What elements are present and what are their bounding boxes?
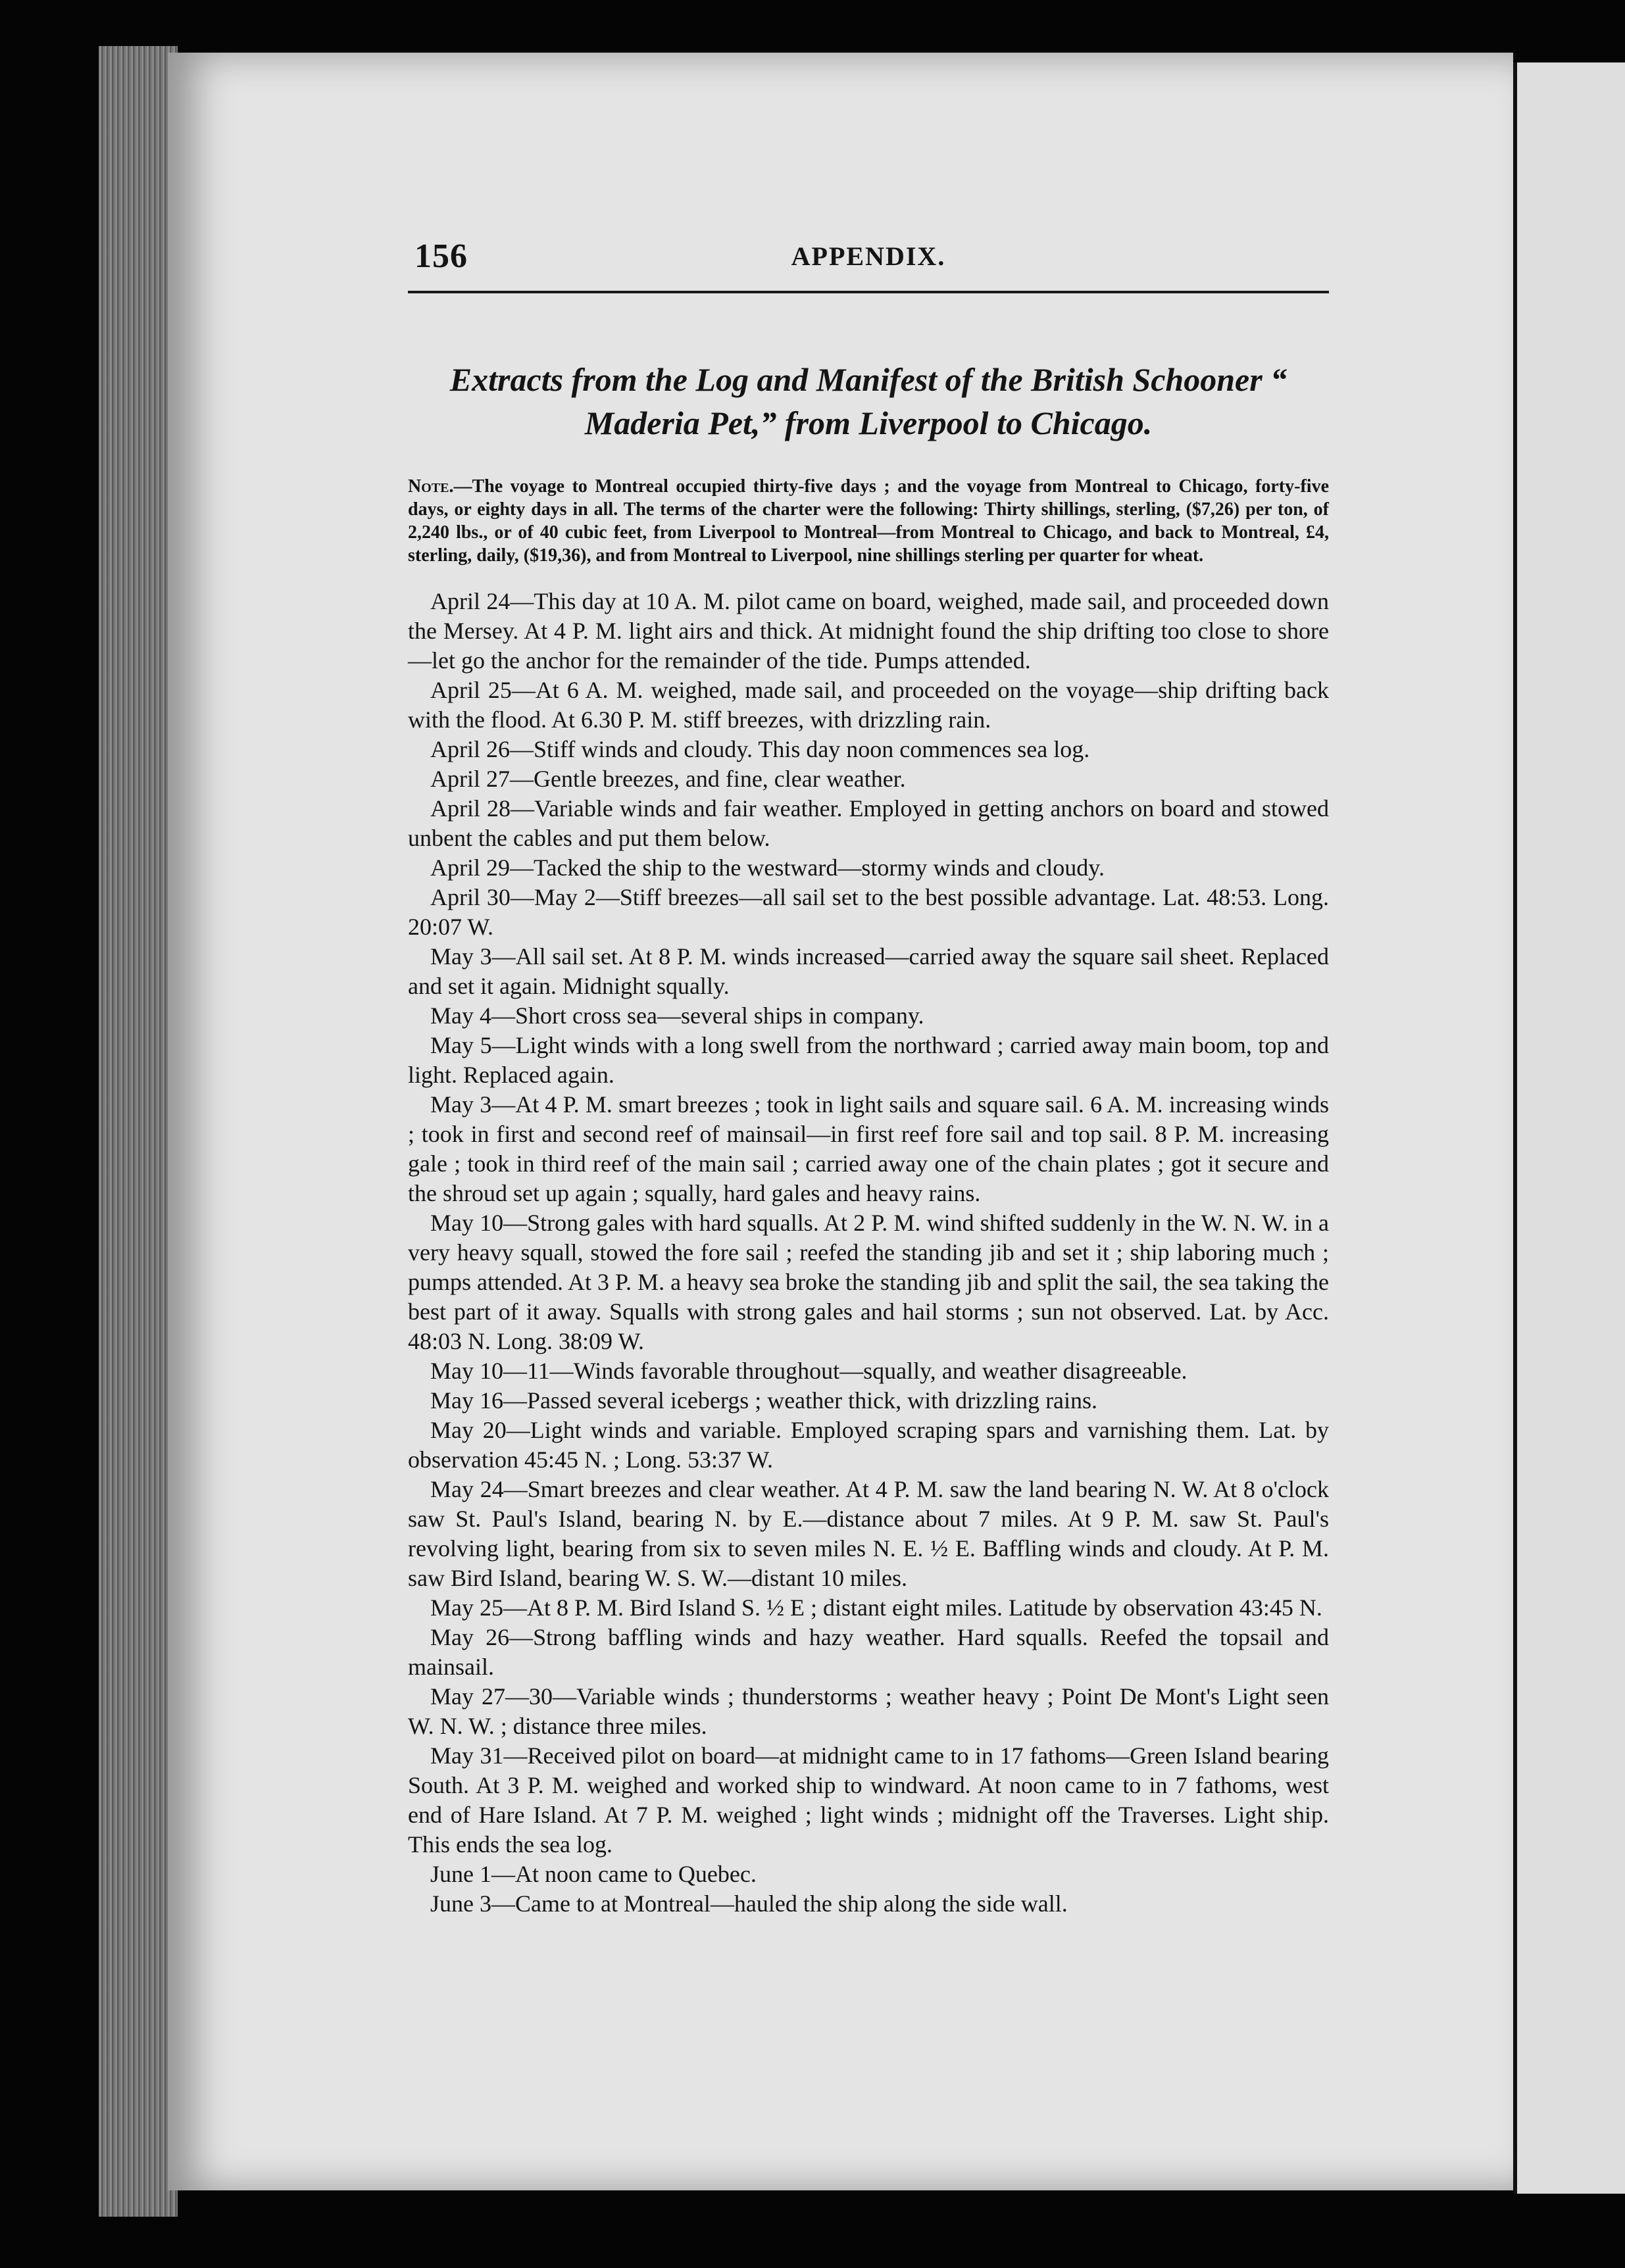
log-entry: April 24—This day at 10 A. M. pilot came on board, weighed, made sail, and proceeded down the Mersey. At 4 P. M. light airs and thick. At midnight found the ship drifting too close to shore—let go the anchor for the remainder of the tide. Pumps attended.	[408, 588, 1329, 674]
log-entry: May 3—At 4 P. M. smart breezes ; took in light sails and square sail. 6 A. M. increasing winds ; took in first and second reef of mainsail—in first reef fore sail and top sail. 8 P. M. increasing gale ; took in third reef of the main sail ; carried away one of the chain plates ; got it secure and the shroud set up again ; squally, hard gales and heavy rains.	[408, 1091, 1329, 1206]
text-block	[408, 237, 1329, 1919]
log-entry: June 3—Came to at Montreal—hauled the ship along the side wall.	[430, 1890, 1068, 1917]
log-entry: April 25—At 6 A. M. weighed, made sail, and proceeded on the voyage—ship drifting back with the flood. At 6.30 P. M. stiff breezes, with drizzling rain.	[408, 677, 1329, 733]
log-entry: June 1—At noon came to Quebec.	[430, 1861, 757, 1887]
note-label: Note.	[408, 476, 454, 497]
running-title: APPENDIX.	[791, 241, 946, 271]
page-number: 156	[414, 237, 468, 275]
log-entry: May 4—Short cross sea—several ships in company.	[430, 1002, 924, 1029]
running-head	[408, 237, 1329, 293]
log-entry: May 31—Received pilot on board—at midnight came to in 17 fathoms—Green Island bearing South. At 3 P. M. weighed and worked ship to windward. At noon came to in 7 fathoms, west end of Hare Island. At 7 P. M. weighed ; light winds ; midnight off the Traverses. Light ship. This ends the sea log.	[408, 1742, 1329, 1858]
log-entry: May 25—At 8 P. M. Bird Island S. ½ E ; distant eight miles. Latitude by observation 43:45 N.	[430, 1594, 1322, 1621]
log-entry: April 29—Tacked the ship to the westward—stormy winds and cloudy.	[430, 854, 1105, 881]
log-entry: May 10—11—Winds favorable throughout—squally, and weather disagreeable.	[430, 1358, 1188, 1384]
log-entry: May 27—30—Variable winds ; thunderstorms ; weather heavy ; Point De Mont's Light seen W. N. W. ; distance three miles.	[408, 1683, 1329, 1739]
log-entry: April 28—Variable winds and fair weather. Employed in getting anchors on board and stowed unbent the cables and put them below.	[408, 795, 1329, 851]
log-entry: May 26—Strong baffling winds and hazy weather. Hard squalls. Reefed the topsail and mainsail.	[408, 1624, 1329, 1680]
log-entry: May 20—Light winds and variable. Employed scraping spars and varnishing them. Lat. by observation 45:45 N. ; Long. 53:37 W.	[408, 1417, 1329, 1473]
log-entry: May 10—Strong gales with hard squalls. At 2 P. M. wind shifted suddenly in the W. N. W. in a very heavy squall, stowed the fore sail ; reefed the standing jib and set it ; ship laboring much ; pumps attended. At 3 P. M. a heavy sea broke the standing jib and split the sail, the sea taking the best part of it away. Squalls with strong gales and hail storms ; sun not observed. Lat. by Acc. 48:03 N. Long. 38:09 W.	[408, 1210, 1329, 1354]
log-entry: April 27—Gentle breezes, and fine, clear weather.	[430, 766, 906, 792]
page-edges	[99, 46, 178, 2217]
log-entry: April 30—May 2—Stiff breezes—all sail set to the best possible advantage. Lat. 48:53. Long. 20:07 W.	[408, 884, 1329, 940]
log-entry: May 16—Passed several icebergs ; weather thick, with drizzling rains.	[430, 1387, 1098, 1414]
facing-page-edge	[1513, 62, 1625, 2194]
section-heading: Extracts from the Log and Manifest of the British Schooner “ Maderia Pet,” from Liverpool to Chicago.	[449, 361, 1288, 441]
log-entry: May 5—Light winds with a long swell from the northward ; carried away main boom, top and light. Replaced again.	[408, 1032, 1329, 1088]
log-entry: May 24—Smart breezes and clear weather. At 4 P. M. saw the land bearing N. W. At 8 o'clock saw St. Paul's Island, bearing N. by E.—distance about 7 miles. At 9 P. M. saw St. Paul's revolving light, bearing from six to seven miles N. E. ½ E. Baffling winds and cloudy. At P. M. saw Bird Island, bearing W. S. W.—distant 10 miles.	[408, 1476, 1329, 1591]
note-text: —The voyage to Montreal occupied thirty-five days ; and the voyage from Montreal to Chicago, forty-five days, or eighty days in all. The terms of the charter were the following: Thirty shillings, sterling, ($7,26) per ton, of 2,240 lbs., or of 40 cubic feet, from Liverpool to Montreal—from Montreal to Chicago, and back to Montreal, £4, sterling, daily, ($19,36), and from Montreal to Liverpool, nine shillings sterling per quarter for wheat.	[408, 476, 1329, 566]
log-entries	[408, 587, 1329, 1919]
log-entry: May 3—All sail set. At 8 P. M. winds increased—carried away the square sail sheet. Replaced and set it again. Midnight squally.	[408, 943, 1329, 999]
note-paragraph	[408, 475, 1329, 567]
log-entry: April 26—Stiff winds and cloudy. This day noon commences sea log.	[430, 736, 1090, 762]
